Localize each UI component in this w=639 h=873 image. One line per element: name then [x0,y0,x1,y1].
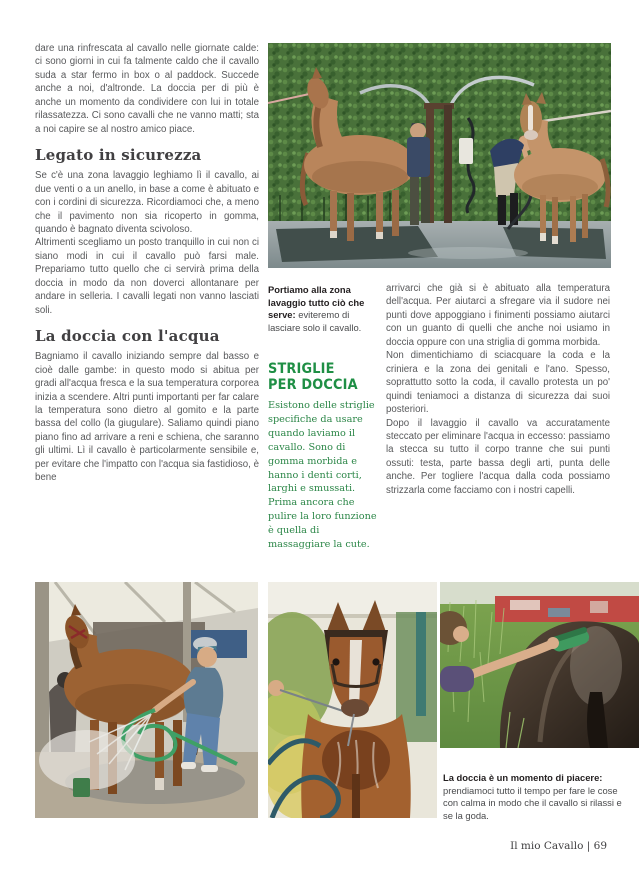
horse-front-illustration [268,582,437,818]
intro-paragraph: dare una rinfrescata al cavallo nelle giornate calde: ci sono giorni in cui fa talmente caldo che il cavallo suda a star fermo in box o al paddock. Succede anche a noi, d'altronde. La doccia per di più è anche un momento da condividere con lui in totale rilassatezza. Ci sono cavalli che ne vanno matti; sta a noi capire se al nostro amico piace. [35,43,259,135]
green-sidebar [268,362,382,552]
right-paragraph-2: Non dimentichiamo di sciacquare la coda e la criniera e la zona dei genitali e l'ano. Spesso, soprattutto sotto la coda, il cavallo protesta un po' quindi teniamoci a distanza di sicurezza dai suoi posteriori. [386,350,610,416]
top-photo-caption [268,284,382,334]
hosing-horse-photo [35,582,258,818]
wash-station-photo [268,43,611,268]
doccia-paragraph-1: Bagniamo il cavallo iniziando sempre dal basso e cioè dalle gambe: in questo modo si abitua per gradi all'acqua fresca e la sua temperatura corporea inizia a scendere. Altri punti importanti per far calare la temperatura sono dietro al gomito e la parte bassa del collo (la giugulare). Saliamo quindi piano piano fino ad arrivare a reni e schiena, che saranno gli ultimi. Lì il cavallo è particolarmente sensibile e, per evitare che l'impatto con l'acqua sia fastidioso, è bene [35,351,259,484]
green-title-line2: PER DOCCIA [268,376,358,393]
green-body-text: Esistono delle striglie specifiche da usare quando laviamo il cavallo. Sono di gomma morbida e hanno i denti corti, larghi e smussati. Prima ancora che pulire la loro funzione è quella di massaggiare la cute. [268,400,377,551]
legato-paragraph-1: Se c'è una zona lavaggio leghiamo lì il cavallo, ai due venti o a un anello, in base a come è abituato e con i cordini di sicurezza. Ricordiamoci che, a meno che il pavimento non sia ricoperto in gomma, quando è bagnato diventa scivoloso. [35,170,259,235]
legato-paragraph-2: Altrimenti scegliamo un posto tranquillo in cui non ci siano modi in cui il cavallo può farsi male. Prepariamo tutto quello che ci servirà prima della doccia in modo da non doverci allontanare per andare in selleria. I cavalli legati non vanno lasciati soli. [35,237,259,316]
top-caption-rest: eviteremo di lasciare solo il cavallo. [268,309,362,333]
top-caption-lead: Portiamo alla zona lavaggio tutto ciò che serve: [268,284,365,321]
wash-station-illustration [268,43,611,268]
hosing-horse-illustration [35,582,258,818]
bottom-caption-lead: La doccia è un momento di piacere: [443,772,603,783]
right-column [386,282,610,497]
green-title-line1: STRIGLIE [268,361,335,377]
section-heading-doccia: La doccia con l'acqua [35,327,220,346]
sweat-scraper-illustration [440,582,639,748]
right-paragraph-3: Dopo il lavaggio il cavallo va accuratamente steccato per eliminare l'acqua in eccesso: passiamo la stecca su tutto il corpo tranne che sui punti ossuti: testa, parte bassa degli arti, punta delle anche. Per togliere l'acqua dalla coda possiamo strizzarla come facciamo con i nostri capelli. [386,417,610,496]
right-paragraph-1: arrivarci che già si è abituato alla temperatura dell'acqua. Per aiutarci a sfregare via il sudore nei punti dove appoggiano i finimenti possiamo aiutarci con un guanto di quelli che anche noi usiamo in doccia oppure con una striglia di gomma morbida. [386,283,610,348]
page-footer: Il mio Cavallo | 69 [510,840,607,852]
section-heading-legato: Legato in sicurezza [35,146,202,165]
bottom-caption-rest: prendiamoci tutto il tempo per fare le cose con calma in modo che il cavallo si rilassi e se la goda. [443,784,622,821]
horse-front-photo [268,582,437,818]
bottom-photo-caption [443,772,629,822]
sweat-scraper-photo [440,582,639,748]
left-column [35,42,259,485]
